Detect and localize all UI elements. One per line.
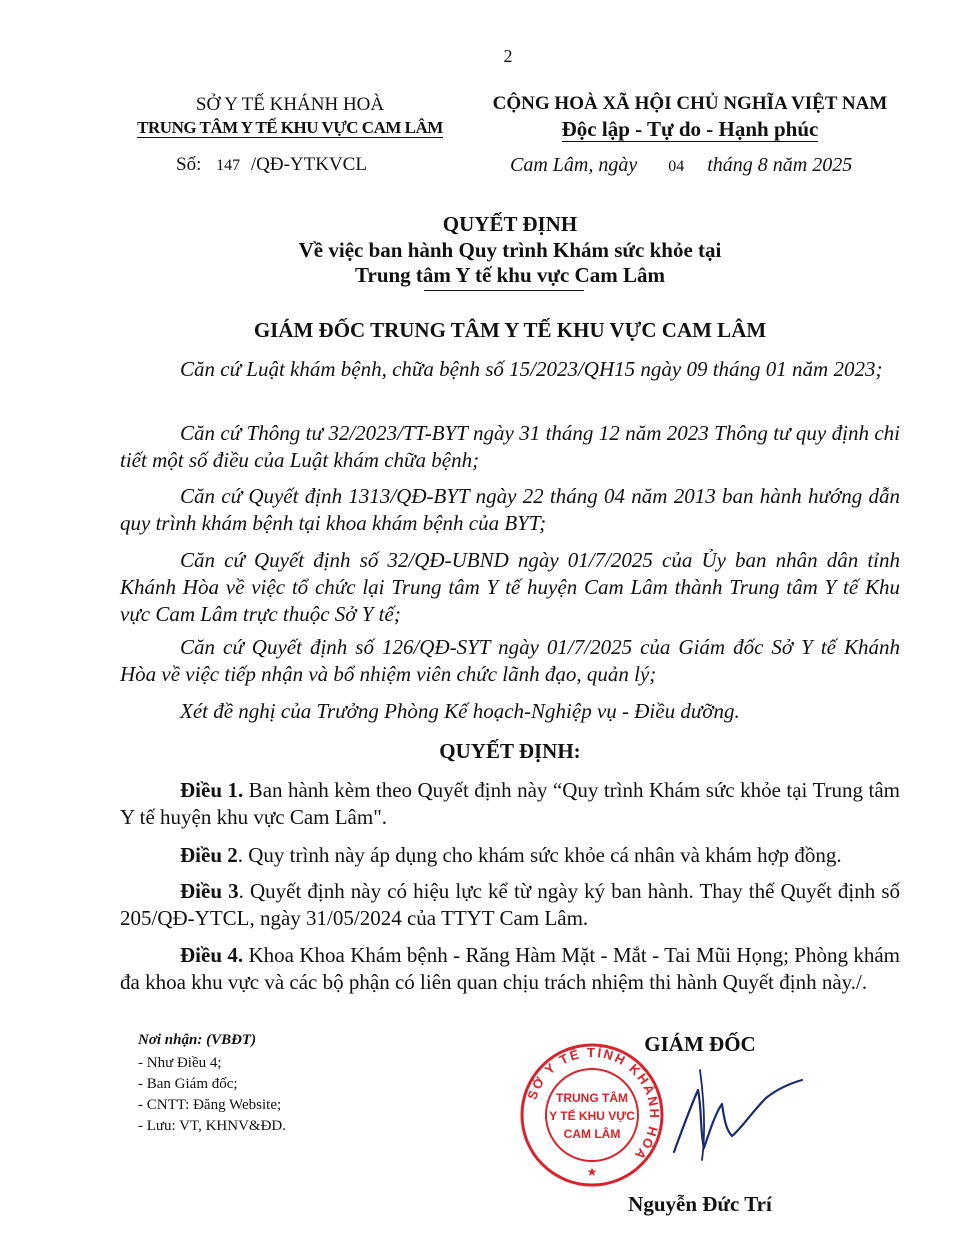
agency-name-text: TRUNG TÂM Y TẾ KHU VỰC CAM LÂM (137, 118, 443, 137)
page-number: 2 (503, 46, 513, 66)
article-4 (120, 942, 900, 996)
article-1 (120, 777, 900, 831)
title-underline (424, 290, 584, 291)
proposal-basis: Xét đề nghị của Trưởng Phòng Kế hoạch-Nghiệp vụ - Điều dưỡng. (180, 699, 740, 723)
seal-ring-text: SỞ Y TẾ TỈNH KHÁNH HÒA (524, 1044, 663, 1164)
date-suffix: tháng 8 năm 2025 (707, 154, 853, 176)
document-number (176, 154, 367, 176)
so-prefix: Số: (176, 154, 202, 175)
article-2-text: . Quy trình này áp dụng cho khám sức khỏe cá nhân và khám hợp đồng. (237, 843, 842, 867)
article-3 (120, 878, 900, 932)
agency-parent: SỞ Y TẾ KHÁNH HOÀ (195, 94, 385, 115)
signer-name: Nguyễn Đức Trí (628, 1192, 772, 1216)
date-day: 04 (668, 158, 685, 175)
article-2-label: Điều 2 (180, 843, 238, 867)
seal-star-icon: ★ (586, 1165, 598, 1179)
decision-heading: QUYẾT ĐỊNH: (439, 739, 581, 763)
legal-basis-2: Căn cứ Thông tư 32/2023/TT-BYT ngày 31 tháng 12 năm 2023 Thông tư quy định chi tiết một số điều của Luật khám chữa bệnh; (120, 421, 900, 472)
seal-center-line1: TRUNG TÂM (556, 1091, 628, 1105)
so-suffix: /QĐ-YTKVCL (250, 154, 367, 175)
issuing-authority: GIÁM ĐỐC TRUNG TÂM Y TẾ KHU VỰC CAM LÂM (253, 318, 767, 342)
article-4-text: Khoa Khoa Khám bệnh - Răng Hàm Mặt - Mắt - Tai Mũi Họng; Phòng khám đa khoa khu vực và các bộ phận có liên quan chịu trách nhiệm thi hành Quyết định này./. (120, 943, 900, 994)
legal-basis-1: Căn cứ Luật khám bệnh, chữa bệnh số 15/2023/QH15 ngày 09 tháng 01 năm 2023; (180, 357, 883, 381)
recipient-item: - Ban Giám đốc; (138, 1076, 238, 1092)
seal-center-line2: Y TẾ KHU VỰC (549, 1109, 635, 1123)
article-3-label: Điều 3 (180, 879, 239, 903)
article-2 (120, 842, 920, 869)
document-subject-line2: Trung tâm Y tế khu vực Cam Lâm (355, 263, 665, 287)
official-seal (512, 1040, 672, 1190)
legal-basis-3: Căn cứ Quyết định 1313/QĐ-BYT ngày 22 tháng 04 năm 2013 ban hành hướng dẫn quy trình khám bệnh tại khoa khám bệnh của BYT; (120, 484, 900, 535)
recipient-item: - CNTT: Đăng Website; (138, 1097, 282, 1113)
nation-name: CỘNG HOÀ XÃ HỘI CHỦ NGHĨA VIỆT NAM (492, 93, 888, 114)
motto-text: Độc lập - Tự do - Hạnh phúc (561, 117, 819, 141)
article-4-label: Điều 4. (180, 943, 244, 967)
article-1-text: Ban hành kèm theo Quyết định này “Quy trình Khám sức khỏe tại Trung tâm Y tế huyện khu vực Cam Lâm". (120, 778, 900, 829)
document-subject-line1: Về việc ban hành Quy trình Khám sức khỏe tại (298, 238, 722, 262)
seal-center-line3: CAM LÂM (563, 1127, 621, 1141)
motto (470, 117, 910, 142)
signer-title: GIÁM ĐỐC (644, 1032, 756, 1056)
legal-basis-5: Căn cứ Quyết định số 126/QĐ-SYT ngày 01/7/2025 của Giám đốc Sở Y tế Khánh Hòa về việc tiếp nhận và bổ nhiệm viên chức lãnh đạo, quản lý; (120, 635, 900, 686)
recipients-heading: Nơi nhận: (VBĐT) (138, 1032, 257, 1048)
so-number: 147 (216, 157, 241, 174)
agency-name (110, 118, 470, 138)
recipient-item: - Lưu: VT, KHNV&ĐD. (138, 1118, 286, 1134)
date-prefix: Cam Lâm, ngày (510, 154, 638, 176)
legal-basis-4: Căn cứ Quyết định số 32/QĐ-UBND ngày 01/7/2025 của Ủy ban nhân dân tỉnh Khánh Hòa về việc tổ chức lại Trung tâm Y tế huyện Cam Lâm thành Trung tâm Y tế Khu vực Cam Lâm trực thuộc Sở Y tế; (120, 548, 900, 626)
recipient-item: - Như Điều 4; (138, 1055, 222, 1071)
article-3-text: . Quyết định này có hiệu lực kể từ ngày ký ban hành. Thay thế Quyết định số 205/QĐ-YTCL, ngày 31/05/2024 của TTYT Cam Lâm. (120, 879, 901, 930)
article-1-label: Điều 1. (180, 778, 244, 802)
handwritten-signature (660, 1060, 810, 1170)
issue-date (510, 154, 852, 177)
document-title: QUYẾT ĐỊNH (442, 212, 578, 236)
